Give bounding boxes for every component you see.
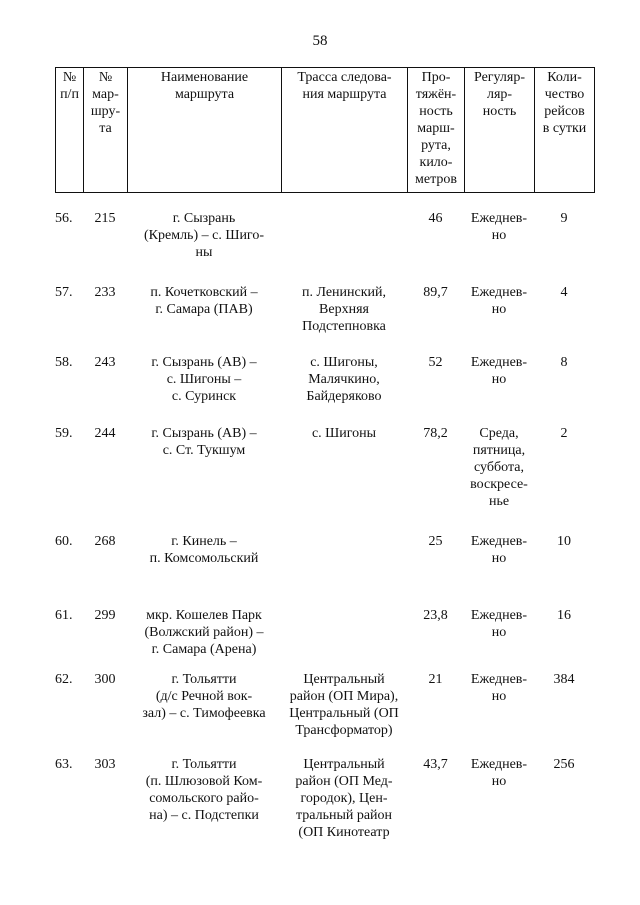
cell-line: рута, [421, 138, 451, 153]
cell-line: район (ОП Мед- [295, 774, 393, 789]
route-regularity [464, 756, 534, 846]
route-regularity [464, 284, 534, 354]
cell-line: зал) – с. Тимофеевка [142, 706, 266, 721]
cell-line: Ежеднев- [470, 534, 528, 549]
cell-line: но [491, 625, 507, 640]
header-cell-route [84, 68, 128, 193]
cell-line: Верхняя [319, 302, 369, 317]
cell-line: п. Кочетковский – [150, 285, 258, 300]
table-row [55, 533, 594, 607]
cell-line: № [62, 70, 77, 85]
trips-per-day: 2 [560, 426, 568, 441]
table-row [55, 425, 594, 533]
route-regularity [464, 533, 534, 607]
table-row [55, 354, 594, 425]
route-regularity [464, 607, 534, 671]
route-length: 43,7 [423, 757, 448, 772]
trips-per-day: 9 [560, 211, 568, 226]
cell-line: с. Шигоны – [166, 372, 242, 387]
cell-line: (Волжский район) – [144, 625, 264, 640]
cell-line: г. Сызрань [172, 211, 236, 226]
cell-line: п. Ленинский, [301, 285, 387, 300]
cell-line: Малячкино, [308, 372, 380, 387]
cell-line: Про- [421, 70, 451, 85]
cell-line: ляр- [486, 87, 513, 102]
cell-line: Ежеднев- [470, 285, 528, 300]
cell-line: кило- [419, 155, 453, 170]
cell-line: шру- [90, 104, 121, 119]
cell-line: ность [482, 104, 517, 119]
table-row [55, 210, 594, 284]
cell-line: но [491, 774, 507, 789]
cell-line: сомольского райо- [149, 791, 259, 806]
cell-line: Ежеднев- [470, 211, 528, 226]
cell-line: но [491, 228, 507, 243]
cell-line: Байдеряково [306, 389, 382, 404]
trips-per-day: 16 [557, 608, 571, 623]
cell-line: рейсов [544, 104, 585, 119]
cell-line: Среда, [479, 426, 519, 441]
table-row [55, 284, 594, 354]
cell-line: но [491, 302, 507, 317]
header-cell-regularity [465, 68, 535, 193]
row-number: 58. [55, 355, 73, 370]
route-name [127, 533, 281, 607]
cell-line: воскресе- [470, 477, 528, 492]
row-number: 61. [55, 608, 73, 623]
cell-line: нье [488, 494, 510, 509]
cell-line: Подстепновка [302, 319, 386, 334]
route-path [281, 533, 407, 607]
route-regularity [464, 354, 534, 425]
table-row [55, 756, 594, 846]
route-number: 299 [94, 608, 116, 623]
cell-line: чество [544, 87, 585, 102]
route-path [281, 756, 407, 846]
cell-line: метров [415, 172, 457, 187]
route-length: 23,8 [423, 608, 448, 623]
cell-line: с. Шигоны [311, 426, 377, 441]
cell-line: район (ОП Мира), [289, 689, 399, 704]
table-header [55, 67, 595, 193]
route-name [127, 671, 281, 756]
cell-line: городок), Цен- [300, 791, 388, 806]
route-path [281, 210, 407, 284]
row-number: 59. [55, 426, 73, 441]
cell-line: с. Суринск [171, 389, 237, 404]
route-length: 25 [428, 534, 443, 549]
row-number: 56. [55, 211, 73, 226]
cell-line: ность [419, 104, 453, 119]
header-cell-path [282, 68, 408, 193]
cell-line: в сутки [542, 121, 587, 136]
cell-line: г. Тольятти [171, 757, 237, 772]
cell-line: Ежеднев- [470, 355, 528, 370]
route-path [281, 607, 407, 671]
route-path [281, 671, 407, 756]
cell-line: (Кремль) – с. Шиго- [144, 228, 264, 243]
cell-line: (п. Шлюзовой Ком- [145, 774, 263, 789]
route-name [127, 756, 281, 846]
table-row [55, 607, 594, 671]
route-number: 300 [94, 672, 116, 687]
route-path [281, 284, 407, 354]
route-length: 52 [428, 355, 443, 370]
cell-line: Трасса следова- [297, 70, 392, 85]
cell-line: п. Комсомольский [149, 551, 259, 566]
cell-line: № [98, 70, 113, 85]
cell-line: г. Самара (ПАВ) [155, 302, 253, 317]
cell-line: на) – с. Подстепки [149, 808, 259, 823]
header-cell-trips [535, 68, 595, 193]
cell-line: г. Тольятти [171, 672, 237, 687]
route-length: 89,7 [423, 285, 448, 300]
header-cell-num [56, 68, 84, 193]
cell-line: г. Кинель – [171, 534, 237, 549]
trips-per-day: 8 [560, 355, 568, 370]
route-length: 21 [428, 672, 443, 687]
cell-line: ния маршрута [302, 87, 387, 102]
routes-table [55, 210, 594, 846]
cell-line: но [491, 551, 507, 566]
cell-line: та [99, 121, 112, 136]
route-regularity [464, 210, 534, 284]
cell-line: с. Ст. Тукшум [162, 443, 246, 458]
cell-line: г. Самара (Арена) [151, 642, 257, 657]
cell-line: Регуляр- [473, 70, 526, 85]
row-number: 63. [55, 757, 73, 772]
trips-per-day: 4 [560, 285, 568, 300]
cell-line: тральный район [295, 808, 393, 823]
cell-line: тяжён- [415, 87, 457, 102]
cell-line: Трансформатор) [295, 723, 393, 738]
route-name [127, 354, 281, 425]
header-cell-name [128, 68, 282, 193]
route-number: 215 [94, 211, 116, 226]
cell-line: но [491, 372, 507, 387]
table-row [55, 671, 594, 756]
trips-per-day: 256 [553, 757, 575, 772]
cell-line: мар- [92, 87, 119, 102]
route-regularity [464, 425, 534, 533]
row-number: 57. [55, 285, 73, 300]
cell-line: Центральный [303, 672, 385, 687]
cell-line: суббота, [474, 460, 524, 475]
cell-line: Коли- [547, 70, 582, 85]
route-path [281, 425, 407, 533]
cell-line: маршрута [174, 87, 235, 102]
cell-line: (д/с Речной вок- [155, 689, 253, 704]
route-path [281, 354, 407, 425]
route-number: 303 [94, 757, 116, 772]
cell-line: ны [195, 245, 213, 260]
route-name [127, 284, 281, 354]
cell-line: Наименование [160, 70, 249, 85]
cell-line: но [491, 689, 507, 704]
cell-line: Ежеднев- [470, 608, 528, 623]
route-name [127, 210, 281, 284]
cell-line: г. Сызрань (АВ) – [151, 426, 257, 441]
route-number: 244 [94, 426, 116, 441]
route-length: 46 [428, 211, 443, 226]
trips-per-day: 10 [557, 534, 571, 549]
route-number: 243 [94, 355, 116, 370]
trips-per-day: 384 [553, 672, 575, 687]
cell-line: (ОП Кинотеатр [298, 825, 390, 840]
route-name [127, 425, 281, 533]
route-number: 268 [94, 534, 116, 549]
route-name [127, 607, 281, 671]
page-number: 58 [312, 33, 328, 49]
cell-line: Центральный (ОП [289, 706, 399, 721]
cell-line: Ежеднев- [470, 757, 528, 772]
cell-line: мкр. Кошелев Парк [146, 608, 262, 623]
route-length: 78,2 [423, 426, 448, 441]
cell-line: Центральный [303, 757, 385, 772]
cell-line: с. Шигоны, [310, 355, 378, 370]
cell-line: марш- [417, 121, 455, 136]
cell-line: г. Сызрань (АВ) – [151, 355, 257, 370]
cell-line: пятница, [472, 443, 526, 458]
route-number: 233 [94, 285, 116, 300]
cell-line: Ежеднев- [470, 672, 528, 687]
header-cell-length [408, 68, 465, 193]
row-number: 62. [55, 672, 73, 687]
cell-line: п/п [60, 87, 79, 102]
header-row [56, 68, 595, 193]
row-number: 60. [55, 534, 73, 549]
route-regularity [464, 671, 534, 756]
